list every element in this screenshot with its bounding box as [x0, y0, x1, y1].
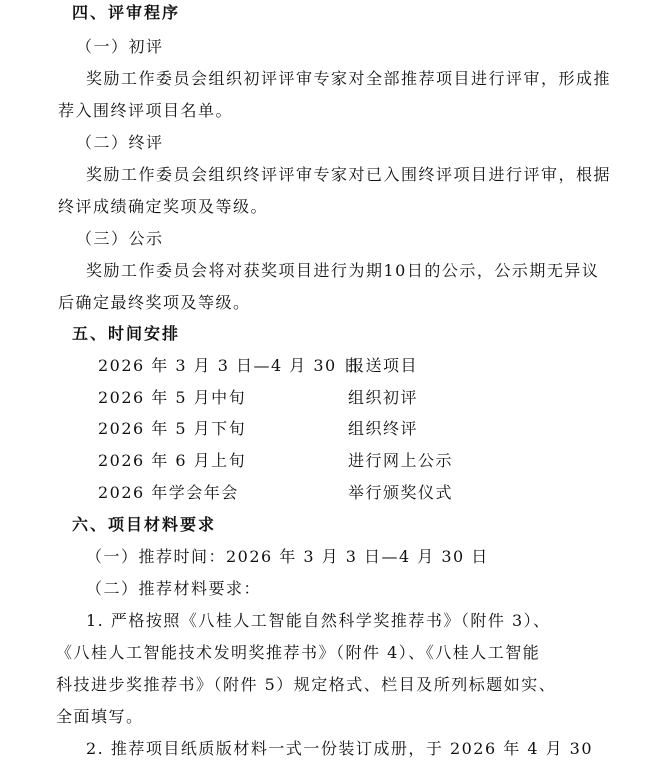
requirement-2-line-1: 2. 推荐项目纸质版材料一式一份装订成册，于 2026 年 4 月 30: [86, 739, 594, 758]
requirement-1-line-2: 《八桂人工智能技术发明奖推荐书》（附件 4）、《八桂人工智能: [56, 643, 541, 662]
schedule-task: 报送项目: [348, 356, 419, 375]
schedule-time: 2026 年 6 月上旬: [98, 451, 247, 470]
schedule-task: 举行颁奖仪式: [348, 483, 454, 502]
section-4-3-text-line-1: 奖励工作委员会将对获奖项目进行为期10日的公示，公示期无异议: [86, 261, 600, 280]
schedule-time: 2026 年 5 月中旬: [98, 388, 247, 407]
section-4-3-text-line-2: 后确定最终奖项及等级。: [58, 293, 251, 312]
requirement-1-line-4: 全面填写。: [56, 707, 144, 726]
section-4-heading: 四、评审程序: [72, 3, 181, 22]
schedule-task: 进行网上公示: [348, 451, 454, 470]
section-4-3-title: （三）公示: [76, 229, 164, 248]
requirement-1-line-3: 科技进步奖推荐书》（附件 5）规定格式、栏目及所列标题如实、: [56, 675, 557, 694]
section-4-2-title: （二）终评: [76, 133, 164, 152]
schedule-time: 2026 年 3 月 3 日—4 月 30 日: [98, 356, 361, 375]
section-5-heading: 五、时间安排: [72, 324, 181, 343]
schedule-time: 2026 年 5 月下旬: [98, 419, 247, 438]
section-6-heading: 六、项目材料要求: [72, 515, 217, 534]
section-4-2-text-line-1: 奖励工作委员会组织终评评审专家对已入围终评项目进行评审，根据: [86, 165, 612, 184]
schedule-time: 2026 年学会年会: [98, 483, 239, 502]
requirement-1-line-1: 1. 严格按照《八桂人工智能自然科学奖推荐书》（附件 3）、: [86, 611, 551, 630]
section-6-2-material-title: （二）推荐材料要求：: [86, 579, 262, 598]
section-4-2-text-line-2: 终评成绩确定奖项及等级。: [58, 197, 269, 216]
section-6-1-recommend-time: （一）推荐时间：2026 年 3 月 3 日—4 月 30 日: [86, 547, 489, 566]
schedule-task: 组织终评: [348, 419, 419, 438]
section-4-1-title: （一）初评: [76, 37, 164, 56]
section-4-1-text-line-2: 荐入围终评项目名单。: [58, 101, 234, 120]
section-4-1-text-line-1: 奖励工作委员会组织初评评审专家对全部推荐项目进行评审，形成推: [86, 69, 612, 88]
schedule-task: 组织初评: [348, 388, 419, 407]
